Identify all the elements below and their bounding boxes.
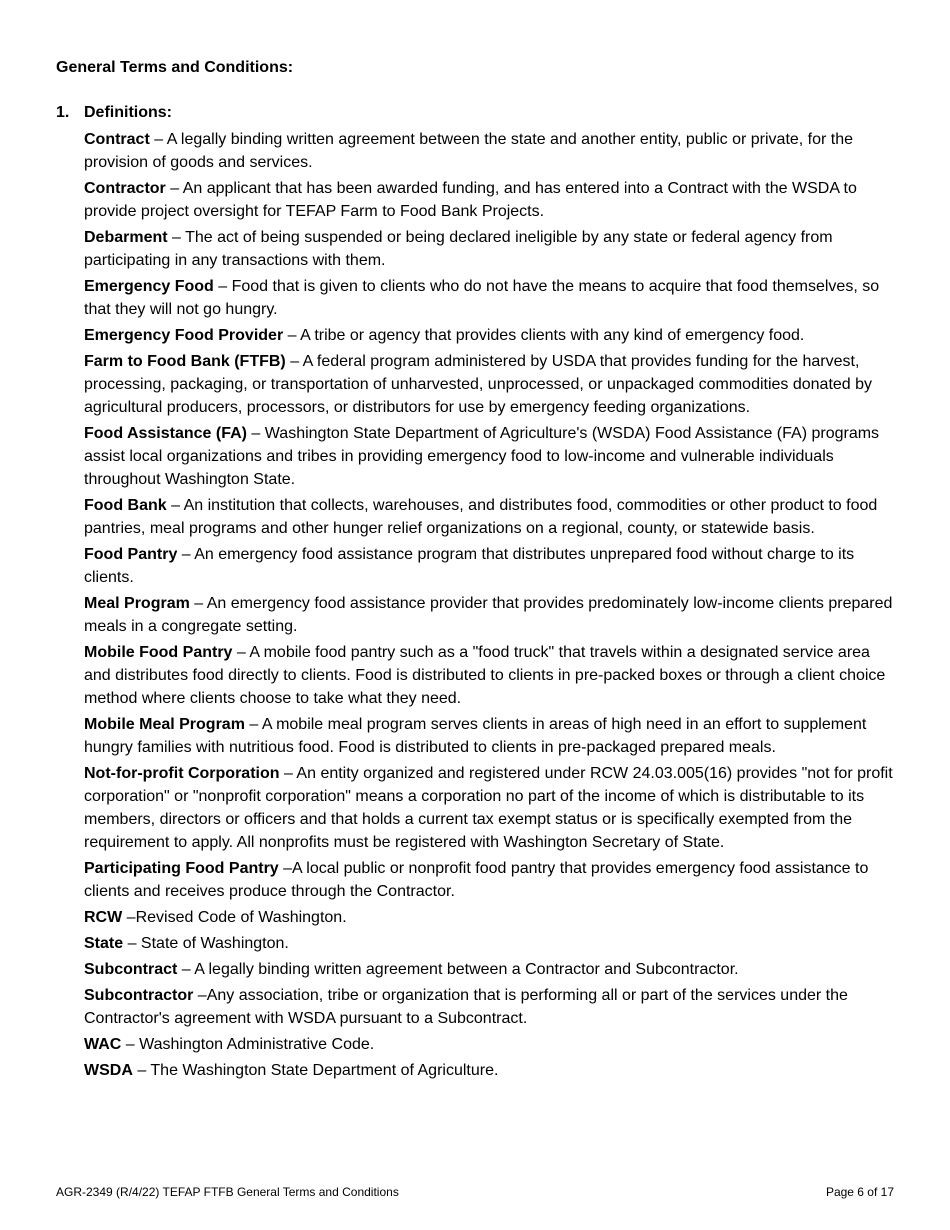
definition-term: Food Bank (84, 497, 167, 514)
definition-term: Mobile Food Pantry (84, 644, 233, 661)
definition-term: Not-for-profit Corporation (84, 765, 280, 782)
definition-item (84, 906, 896, 929)
definition-text: An entity organized and registered under RCW 24.03.005(16) provides "not for profit corporation" or "nonprofit corporation" means a corporation no part of the income of which is distributable to its members, directors or officers and that holds a current tax exempt status or is specifically exempted from the requirement to apply. All nonprofits must be registered with Washington Secretary of State. (84, 765, 893, 851)
footer-document-id: AGR-2349 (R/4/22) TEFAP FTFB General Terms and Conditions (56, 1185, 399, 1199)
definition-text: A tribe or agency that provides clients with any kind of emergency food. (300, 327, 805, 344)
definition-term: Mobile Meal Program (84, 716, 245, 733)
section-number: 1. (56, 104, 70, 121)
definition-item (84, 128, 896, 174)
definition-text: The act of being suspended or being declared ineligible by any state or federal agency from participating in any transactions with them. (84, 229, 833, 269)
definition-item (84, 226, 896, 272)
definition-term: Emergency Food (84, 278, 214, 295)
definition-term: Contractor (84, 180, 166, 197)
definition-term: Contract (84, 131, 150, 148)
definition-item (84, 984, 896, 1030)
definition-separator: – (246, 425, 265, 442)
definition-item (84, 1059, 896, 1082)
definition-text: Food that is given to clients who do not have the means to acquire that food themselves, so that they will not go hungry. (84, 278, 880, 318)
definition-item (84, 422, 896, 491)
definition-item (84, 1033, 896, 1056)
definition-text: An emergency food assistance program that distributes unprepared food without charge to its clients. (84, 546, 855, 586)
definition-term: Farm to Food Bank (FTFB) (84, 353, 286, 370)
definition-separator: – (193, 987, 207, 1004)
definition-item (84, 494, 896, 540)
definition-text: Revised Code of Washington. (135, 909, 347, 926)
definition-term: Subcontract (84, 961, 178, 978)
definition-separator: – (121, 1036, 140, 1053)
definition-term: Food Assistance (FA) (84, 425, 247, 442)
definition-item (84, 762, 896, 854)
definition-text: Washington Administrative Code. (139, 1036, 375, 1053)
definition-term: WSDA (84, 1062, 133, 1079)
definition-text: The Washington State Department of Agriculture. (150, 1062, 499, 1079)
definition-separator: – (279, 765, 297, 782)
definition-term: WAC (84, 1036, 122, 1053)
definition-separator: – (132, 1062, 151, 1079)
definition-term: Emergency Food Provider (84, 327, 284, 344)
definition-separator: – (167, 229, 186, 246)
definition-item (84, 543, 896, 589)
definition-text: A mobile meal program serves clients in areas of high need in an effort to supplement hungry families with nutritious food. Food is distributed to clients in pre-packaged prepared meals. (84, 716, 867, 756)
definition-separator: – (123, 935, 141, 952)
definition-item (84, 275, 896, 321)
definition-term: State (84, 935, 124, 952)
definition-separator: – (285, 353, 303, 370)
definition-separator: – (177, 546, 195, 563)
definition-separator: – (213, 278, 232, 295)
definition-text: An applicant that has been awarded funding, and has entered into a Contract with the WSDA to provide project oversight for TEFAP Farm to Food Bank Projects. (84, 180, 857, 220)
definition-text: State of Washington. (140, 935, 289, 952)
definition-text: An emergency food assistance provider that provides predominately low-income clients prepared meals in a congregate setting. (84, 595, 893, 635)
definition-text: A local public or nonprofit food pantry that provides emergency food assistance to clients and receives produce through the Contractor. (84, 860, 869, 900)
definition-item (84, 592, 896, 638)
definition-text: A federal program administered by USDA that provides funding for the harvest, processing, packaging, or transportation of unharvested, unprocessed, or unpackaged commodities donated by agricultural producers, processors, or distributors for use by emergency feeding organizations. (84, 353, 873, 416)
definition-separator: – (244, 716, 262, 733)
definition-item (84, 932, 896, 955)
definition-separator: – (232, 644, 250, 661)
definition-text: A mobile food pantry such as a "food truck" that travels within a designated service area and distributes food directly to clients. Food is distributed to clients in pre-packed boxes or through a client choice method where clients choose to take what they need. (84, 644, 886, 707)
definition-separator: – (165, 180, 183, 197)
definition-term: Participating Food Pantry (84, 860, 279, 877)
definition-term: Food Pantry (84, 546, 178, 563)
section-title (56, 103, 172, 123)
definition-item (84, 324, 896, 347)
page-heading: General Terms and Conditions: (56, 59, 294, 76)
definition-separator: – (149, 131, 167, 148)
definition-term: RCW (84, 909, 123, 926)
definition-separator: – (166, 497, 184, 514)
definition-separator: – (283, 327, 301, 344)
definition-text: Any association, tribe or organization that is performing all or part of the services under the Contractor's agreement with WSDA pursuant to a Subcontract. (84, 987, 848, 1027)
definition-text: A legally binding written agreement between the state and another entity, public or private, for the provision of goods and services. (84, 131, 854, 171)
definition-separator: – (177, 961, 195, 978)
definition-item (84, 177, 896, 223)
definition-item (84, 958, 896, 981)
definition-separator: – (122, 909, 136, 926)
definition-item (84, 713, 896, 759)
section-title-text: Definitions: (84, 104, 172, 121)
footer-page-number: Page 6 of 17 (825, 1185, 894, 1199)
definitions-list (84, 128, 896, 1085)
definition-separator: – (189, 595, 207, 612)
definition-text: Washington State Department of Agriculture's (WSDA) Food Assistance (FA) programs assist local organizations and tribes in providing emergency food to low-income and vulnerable individuals throughout Washington State. (84, 425, 880, 488)
definition-item (84, 350, 896, 419)
definition-text: A legally binding written agreement between a Contractor and Subcontractor. (194, 961, 739, 978)
definition-separator: – (278, 860, 293, 877)
definition-term: Meal Program (84, 595, 190, 612)
definition-term: Debarment (84, 229, 168, 246)
definition-item (84, 857, 896, 903)
definition-text: An institution that collects, warehouses, and distributes food, commodities or other product to food pantries, meal programs and other hunger relief organizations on a regional, county, or statewide basis. (84, 497, 878, 537)
definition-item (84, 641, 896, 710)
definition-term: Subcontractor (84, 987, 194, 1004)
